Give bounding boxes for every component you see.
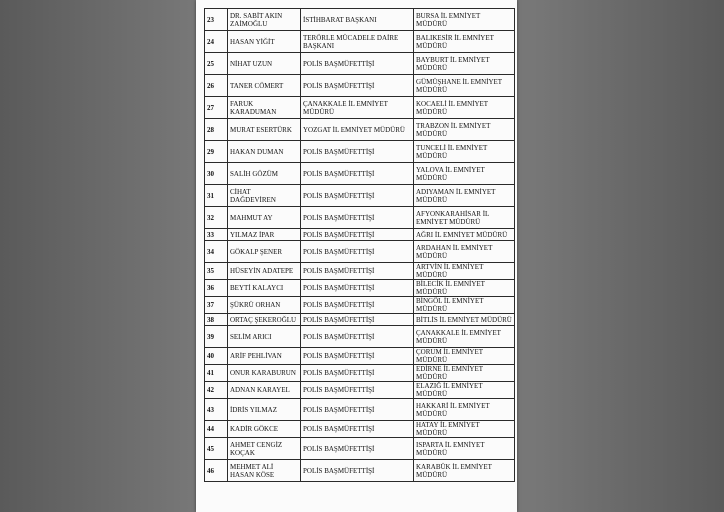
new-position: BİTLİS İL EMNİYET MÜDÜRÜ (414, 314, 515, 326)
row-number: 34 (205, 241, 228, 263)
person-name: BEYTİ KALAYCI (228, 280, 301, 297)
new-position: AFYONKARAHİSAR İL EMNİYET MÜDÜRÜ (414, 207, 515, 229)
person-name: AHMET CENGİZ KOÇAK (228, 438, 301, 460)
current-position: POLİS BAŞMÜFETTİŞİ (301, 229, 414, 241)
person-name: MEHMET ALİ HASAN KÖSE (228, 460, 301, 482)
row-number: 37 (205, 297, 228, 314)
row-number: 42 (205, 382, 228, 399)
new-position: AĞRI İL EMNİYET MÜDÜRÜ (414, 229, 515, 241)
person-name: ARİF PEHLİVAN (228, 348, 301, 365)
current-position: POLİS BAŞMÜFETTİŞİ (301, 421, 414, 438)
current-position: POLİS BAŞMÜFETTİŞİ (301, 438, 414, 460)
person-name: FARUK KARADUMAN (228, 97, 301, 119)
new-position: ADIYAMAN İL EMNİYET MÜDÜRÜ (414, 185, 515, 207)
current-position: POLİS BAŞMÜFETTİŞİ (301, 460, 414, 482)
new-position: HAKKARİ İL EMNİYET MÜDÜRÜ (414, 399, 515, 421)
current-position: POLİS BAŞMÜFETTİŞİ (301, 326, 414, 348)
row-number: 41 (205, 365, 228, 382)
person-name: ONUR KARABURUN (228, 365, 301, 382)
table-row (205, 326, 515, 348)
row-number: 27 (205, 97, 228, 119)
person-name: GÖKALP ŞENER (228, 241, 301, 263)
row-number: 23 (205, 9, 228, 31)
person-name: NİHAT UZUN (228, 53, 301, 75)
person-name: SELİM ARICI (228, 326, 301, 348)
table-row (205, 314, 515, 326)
person-name: ADNAN KARAYEL (228, 382, 301, 399)
person-name: İDRİS YILMAZ (228, 399, 301, 421)
person-name: KADİR GÖKCE (228, 421, 301, 438)
row-number: 40 (205, 348, 228, 365)
table-row (205, 241, 515, 263)
new-position: ÇANAKKALE İL EMNİYET MÜDÜRÜ (414, 326, 515, 348)
table-row (205, 382, 515, 399)
current-position: POLİS BAŞMÜFETTİŞİ (301, 263, 414, 280)
current-position: POLİS BAŞMÜFETTİŞİ (301, 348, 414, 365)
row-number: 29 (205, 141, 228, 163)
person-name: SALİH GÖZÜM (228, 163, 301, 185)
table-row (205, 229, 515, 241)
current-position: ÇANAKKALE İL EMNİYET MÜDÜRÜ (301, 97, 414, 119)
table-row (205, 348, 515, 365)
table-row (205, 141, 515, 163)
current-position: POLİS BAŞMÜFETTİŞİ (301, 365, 414, 382)
row-number: 28 (205, 119, 228, 141)
current-position: POLİS BAŞMÜFETTİŞİ (301, 314, 414, 326)
new-position: TRABZON İL EMNİYET MÜDÜRÜ (414, 119, 515, 141)
new-position: BİLECİK İL EMNİYET MÜDÜRÜ (414, 280, 515, 297)
appointments-table (204, 8, 515, 482)
new-position: BİNGÖL İL EMNİYET MÜDÜRÜ (414, 297, 515, 314)
table-row (205, 53, 515, 75)
current-position: YOZGAT İL EMNİYET MÜDÜRÜ (301, 119, 414, 141)
person-name: MAHMUT AY (228, 207, 301, 229)
current-position: POLİS BAŞMÜFETTİŞİ (301, 399, 414, 421)
table-row (205, 438, 515, 460)
person-name: CİHAT DAĞDEVİREN (228, 185, 301, 207)
person-name: ŞÜKRÜ ORHAN (228, 297, 301, 314)
row-number: 32 (205, 207, 228, 229)
row-number: 25 (205, 53, 228, 75)
new-position: ARTVİN İL EMNİYET MÜDÜRÜ (414, 263, 515, 280)
row-number: 43 (205, 399, 228, 421)
table-row (205, 9, 515, 31)
current-position: POLİS BAŞMÜFETTİŞİ (301, 75, 414, 97)
person-name: HAKAN DUMAN (228, 141, 301, 163)
current-position: POLİS BAŞMÜFETTİŞİ (301, 297, 414, 314)
person-name: HASAN YİĞİT (228, 31, 301, 53)
table-row (205, 263, 515, 280)
new-position: TUNCELİ İL EMNİYET MÜDÜRÜ (414, 141, 515, 163)
table-row (205, 163, 515, 185)
person-name: TANER CÖMERT (228, 75, 301, 97)
new-position: KOCAELİ İL EMNİYET MÜDÜRÜ (414, 97, 515, 119)
new-position: ARDAHAN İL EMNİYET MÜDÜRÜ (414, 241, 515, 263)
row-number: 44 (205, 421, 228, 438)
person-name: YILMAZ İPAR (228, 229, 301, 241)
new-position: YALOVA İL EMNİYET MÜDÜRÜ (414, 163, 515, 185)
current-position: POLİS BAŞMÜFETTİŞİ (301, 53, 414, 75)
table-row (205, 399, 515, 421)
current-position: İSTİHBARAT BAŞKANI (301, 9, 414, 31)
new-position: ELAZIĞ İL EMNİYET MÜDÜRÜ (414, 382, 515, 399)
row-number: 38 (205, 314, 228, 326)
new-position: BURSA İL EMNİYET MÜDÜRÜ (414, 9, 515, 31)
current-position: POLİS BAŞMÜFETTİŞİ (301, 163, 414, 185)
table-body (205, 9, 515, 482)
new-position: BAYBURT İL EMNİYET MÜDÜRÜ (414, 53, 515, 75)
new-position: ISPARTA İL EMNİYET MÜDÜRÜ (414, 438, 515, 460)
person-name: DR. SABİT AKIN ZAİMOĞLU (228, 9, 301, 31)
row-number: 31 (205, 185, 228, 207)
table-row (205, 365, 515, 382)
new-position: KARABÜK İL EMNİYET MÜDÜRÜ (414, 460, 515, 482)
person-name: ORTAÇ ŞEKEROĞLU (228, 314, 301, 326)
row-number: 33 (205, 229, 228, 241)
row-number: 39 (205, 326, 228, 348)
table-row (205, 297, 515, 314)
current-position: POLİS BAŞMÜFETTİŞİ (301, 241, 414, 263)
row-number: 46 (205, 460, 228, 482)
table-row (205, 31, 515, 53)
row-number: 35 (205, 263, 228, 280)
current-position: POLİS BAŞMÜFETTİŞİ (301, 382, 414, 399)
new-position: GÜMÜŞHANE İL EMNİYET MÜDÜRÜ (414, 75, 515, 97)
table-row (205, 119, 515, 141)
table-row (205, 421, 515, 438)
row-number: 24 (205, 31, 228, 53)
person-name: HÜSEYİN ADATEPE (228, 263, 301, 280)
current-position: TERÖRLE MÜCADELE DAİRE BAŞKANI (301, 31, 414, 53)
table-row (205, 460, 515, 482)
row-number: 45 (205, 438, 228, 460)
row-number: 36 (205, 280, 228, 297)
new-position: ÇORUM İL EMNİYET MÜDÜRÜ (414, 348, 515, 365)
current-position: POLİS BAŞMÜFETTİŞİ (301, 141, 414, 163)
table-row (205, 280, 515, 297)
person-name: MURAT ESERTÜRK (228, 119, 301, 141)
row-number: 26 (205, 75, 228, 97)
new-position: HATAY İL EMNİYET MÜDÜRÜ (414, 421, 515, 438)
current-position: POLİS BAŞMÜFETTİŞİ (301, 280, 414, 297)
table-row (205, 185, 515, 207)
table-row (205, 207, 515, 229)
new-position: BALIKESİR İL EMNİYET MÜDÜRÜ (414, 31, 515, 53)
current-position: POLİS BAŞMÜFETTİŞİ (301, 207, 414, 229)
row-number: 30 (205, 163, 228, 185)
document-page (196, 0, 517, 512)
current-position: POLİS BAŞMÜFETTİŞİ (301, 185, 414, 207)
table-row (205, 75, 515, 97)
table-row (205, 97, 515, 119)
new-position: EDİRNE İL EMNİYET MÜDÜRÜ (414, 365, 515, 382)
